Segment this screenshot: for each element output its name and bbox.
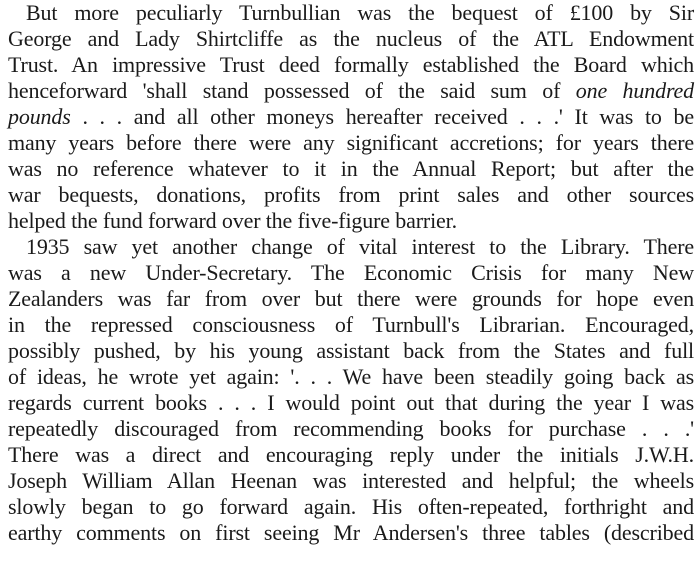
text-line: war bequests, donations, profits from print sales and other sources [8, 182, 694, 207]
paragraph-1 [8, 0, 694, 234]
text-line: Zealanders was far from over but there were grounds for hope even [8, 286, 694, 311]
text-line: of ideas, he wrote yet again: '. . . We have been steadily going back as [8, 364, 694, 389]
text-line-with-italic: pounds . . . and all other moneys hereafter received . . .' It was to be [8, 104, 694, 129]
text-line: helped the fund forward over the five-figure barrier. [8, 208, 457, 233]
text-line: earthy comments on first seeing Mr Andersen's three tables (described [8, 520, 694, 545]
italic-phrase: one hundred [575, 78, 695, 103]
text-line: 1935 saw yet another change of vital interest to the Library. There [26, 234, 694, 259]
text-line: was no reference whatever to it in the Annual Report; but after the [8, 156, 694, 181]
text-line: in the repressed consciousness of Turnbull's Librarian. Encouraged, [8, 312, 694, 337]
text-line: slowly began to go forward again. His often-repeated, forthright and [8, 494, 694, 519]
text-line: There was a direct and encouraging reply under the initials J.W.H. [8, 442, 694, 467]
text-line: many years before there were any significant accretions; for years there [8, 130, 694, 155]
text-line: repeatedly discouraged from recommending books for purchase . . .' [8, 416, 694, 441]
text-line: was a new Under-Secretary. The Economic Crisis for many New [8, 260, 694, 285]
italic-phrase: pounds [8, 104, 71, 129]
document-page [8, 0, 694, 546]
text-line: George and Lady Shirtcliffe as the nucleus of the ATL Endowment [8, 26, 694, 51]
text-line: But more peculiarly Turnbullian was the bequest of £100 by Sir [26, 0, 694, 25]
text-line-with-italic: henceforward 'shall stand possessed of the said sum of one hundred [8, 78, 695, 103]
text-line: Trust. An impressive Trust deed formally established the Board which [8, 52, 694, 77]
text-line: regards current books . . . I would point out that during the year I was [8, 390, 694, 415]
paragraph-2 [8, 234, 694, 546]
text-line: Joseph William Allan Heenan was interested and helpful; the wheels [8, 468, 694, 493]
text-line: possibly pushed, by his young assistant back from the States and full [8, 338, 694, 363]
